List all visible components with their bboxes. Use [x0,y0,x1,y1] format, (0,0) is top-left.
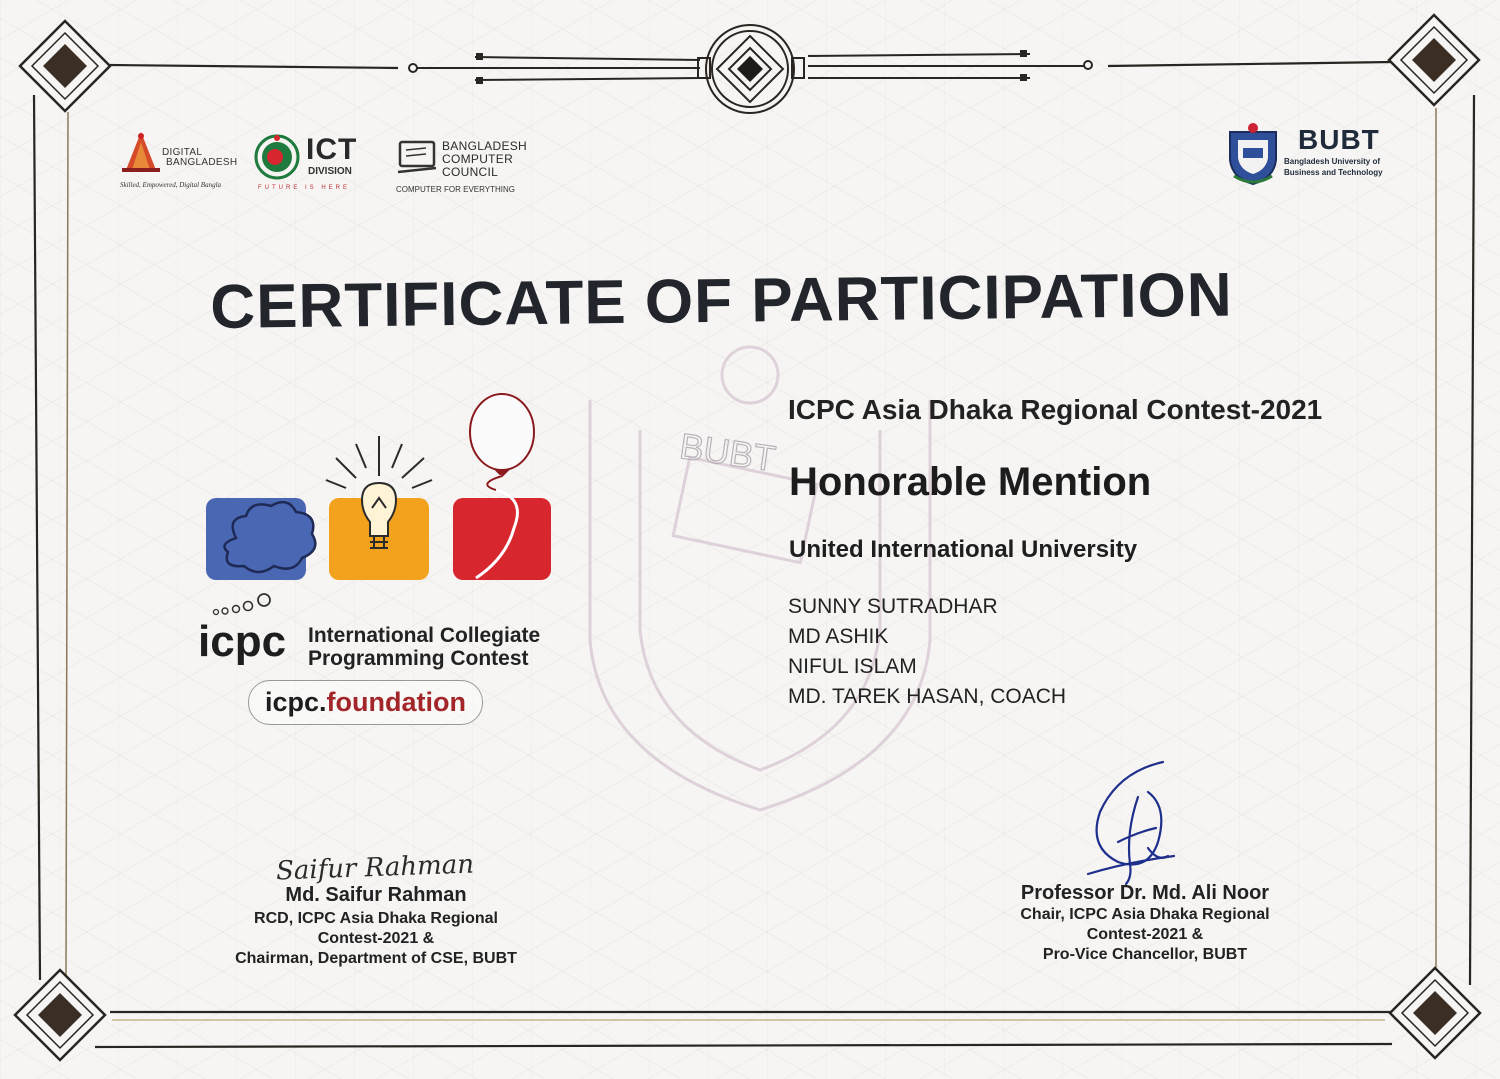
right-signatory-role-line2: Contest-2021 & [1086,926,1204,943]
right-signature [1078,752,1188,892]
icpc-red-square [453,498,551,580]
computer-monitor-icon [396,138,440,178]
icpc-url-accent: foundation [326,687,466,717]
certificate-title: CERTIFICATE OF PARTICIPATION [210,260,1234,342]
bangladesh-flag-emblem-icon [254,134,300,180]
left-signatory-name: Md. Saifur Rahman [285,884,467,906]
bubt-logo-line2: Business and Technology [1284,168,1383,177]
university-name: United International University [789,536,1138,563]
bubt-logo [1226,122,1406,188]
left-signatory-role-line1: RCD, ICPC Asia Dhaka Regional [254,910,498,927]
digital-bangladesh-line2: BANGLADESH [166,157,238,168]
bubt-crest-icon [1226,122,1280,186]
left-signatory-role-line3: Chairman, Department of CSE, BUBT [235,950,517,967]
watermark-text: BUBT [677,425,779,480]
right-signatory [990,882,1300,965]
right-signatory-role-line1: Chair, ICPC Asia Dhaka Regional [1020,906,1270,923]
bubt-logo-text: BUBT [1298,124,1380,155]
left-signatory-role-line2: Contest-2021 & [317,930,435,947]
team-member-list [788,592,1066,712]
bcc-line2: COMPUTER [442,152,514,166]
ict-division-logo [254,134,364,196]
icpc-url-prefix: icpc. [265,687,327,717]
bubt-logo-line1: Bangladesh University of [1284,157,1381,166]
icpc-url-badge [248,680,483,725]
ict-tagline: FUTURE IS HERE [258,185,351,191]
left-signature: Saifur Rahman [275,849,475,887]
team-member: NIFUL ISLAM [788,655,917,678]
team-member: MD ASHIK [788,625,889,648]
digital-bangladesh-icon [116,130,166,180]
bcc-logo [396,138,536,198]
digital-bangladesh-logo [116,128,236,198]
left-signatory [196,884,556,969]
contest-name: ICPC Asia Dhaka Regional Contest-2021 [788,394,1323,425]
ict-division-text: DIVISION [308,166,352,177]
icpc-artwork [196,388,566,618]
icpc-fullname-line2: Programming Contest [308,647,529,670]
team-member: MD. TAREK HASAN, COACH [788,685,1067,708]
bcc-tagline: COMPUTER FOR EVERYTHING [396,185,515,194]
icpc-wordmark: icpc [198,617,287,666]
right-signatory-role-line3: Pro-Vice Chancellor, BUBT [1042,946,1248,963]
ict-logo-text: ICT [306,133,358,166]
bcc-line1: BANGLADESH [442,139,528,153]
award-title: Honorable Mention [789,460,1152,504]
digital-bangladesh-tagline: Skilled, Empowered, Digital Bangla [120,181,222,189]
bcc-line3: COUNCIL [442,165,499,179]
team-member: SUNNY SUTRADHAR [788,595,998,618]
right-signatory-name: Professor Dr. Md. Ali Noor [1020,882,1270,904]
icpc-fullname-line1: International Collegiate [308,624,541,647]
digital-bangladesh-line1: DIGITAL [162,147,203,158]
